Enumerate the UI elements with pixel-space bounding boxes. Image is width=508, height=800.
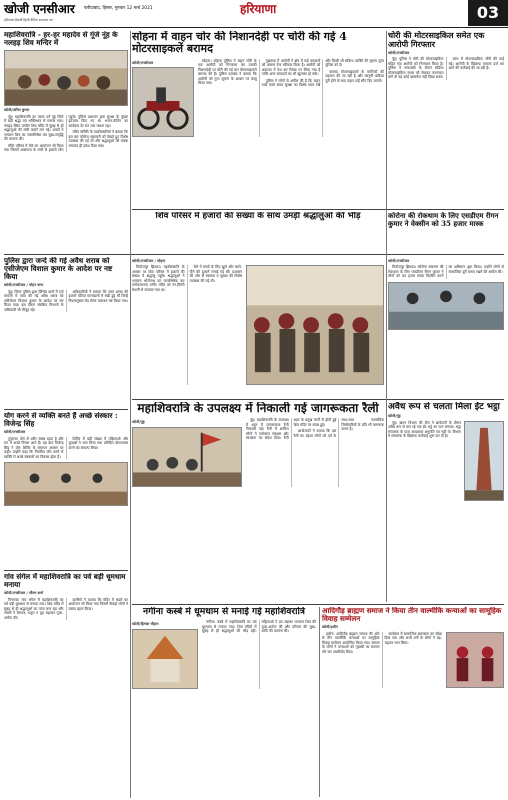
article-body	[132, 265, 242, 385]
article-body	[388, 57, 504, 79]
article-photo	[132, 629, 198, 689]
article-paragraph: मंदिर परिसर में मेले का आयोजन भी किया गया जिसमें आसपास के गांवों से हजारों लोग पहुंचे। पुलिस प्रशासन द्वारा सुरक्षा के पुख्ता इंतजाम किए गए थे। भजन-कीर्तन का कार्यक्रम देर रात तक चलता रहा।	[4, 114, 128, 152]
article-headline: चोरी की मोटरसाइकिल समेत एक आरोपी गिरफ्तार	[388, 31, 485, 49]
article-headline: महाशिवरात्रि के उपलक्ष्य में निकाली गई जागरूकता रैली	[137, 402, 379, 415]
article-paragraph: शिविर में बड़ी संख्या में महिलाओं और युवाओं ने भाग लिया तथा प्रतिदिन योगाभ्यास करने का संकल्प लिया।	[68, 436, 128, 450]
article-photo	[446, 632, 504, 688]
article-rally	[132, 402, 384, 602]
article-byline: खोजी/एनसीआर / मोहन बग्गा	[4, 283, 44, 288]
article-headline: अवैध रूप से चलता मिला ईंट भट्ठा	[388, 402, 500, 412]
article-paragraph: जांच में मोटरसाइकिल चोरी की पाई गई। आरोपी के खिलाफ मामला दर्ज कर आगे की कार्रवाई की जा रही है।	[448, 57, 504, 71]
article-illegal-kiln	[388, 402, 504, 602]
article-headline: गांव संगेल में महाशिवरात्रि का पर्व बड़ी धूमधाम मनाया	[4, 573, 126, 590]
article-corona-sdm-headline	[388, 212, 504, 252]
article-paragraph: पुन्हाना। योग से शरीर स्वस्थ रहता है और मन में अच्छे विचार आते हैं। यह बात विजेन्द्र सिंह ने योग शिविर के समापन अवसर पर कही। उन्होंने कहा कि नियमित योग करने से व्यक्ति में अच्छे संस्कारों का विकास होता है।	[4, 436, 64, 459]
officials-photo-icon	[389, 283, 503, 329]
article-paragraph: हथीन। आदिगौड़ ब्राह्मण समाज की ओर से तीन वाल्मीकि कन्याओं का सामूहिक विवाह सम्मेलन आयोजित किया गया। समाज के लोगों ने कन्याओं को गृहस्थी का सामान भेंट कर आशीर्वाद दिया।	[322, 631, 380, 654]
article-body	[388, 421, 461, 501]
article-byline: खोजी/हथीन	[322, 625, 338, 630]
article-paragraph: नूंह। महाशिवरात्रि का पावन पर्व नूंह जिले में बड़ी श्रद्धा एवं भक्तिभाव से मनाया गया। नलहड़ स्थित प्राचीन शिव मंदिर में सुबह से ही श्रद्धालुओं की लंबी कतारें लग गईं। भक्तों ने भगवान शिव का जलाभिषेक कर सुख-समृद्धि की कामना की।	[4, 114, 64, 142]
kiln-chimney-photo-icon	[465, 422, 503, 500]
wedding-photo-icon	[447, 633, 503, 687]
article-byline: खोजी/एनसीआर / सोहना	[132, 259, 166, 263]
yoga-photo-icon	[5, 463, 127, 505]
article-vehicle-thief	[132, 31, 384, 207]
article-body	[4, 437, 128, 459]
newspaper-logo: खोजी एनसीआर	[4, 2, 75, 16]
article-paragraph: नूंह। जिला पुलिस द्वारा विभिन्न थानों में दर्ज मामलों में जब्त की गई अवैध शराब को एसीजेएम विशाल कुमार के आदेश पर नष्ट किया गया। इस दौरान संबंधित विभागों के अधिकारी भी मौजूद रहे।	[4, 289, 64, 312]
article-corona-sdm	[388, 257, 504, 397]
article-paragraph: आयोजकों ने बताया कि इस रैली का उद्देश्य लोगों को पर्व के साथ-साथ सामाजिक जिम्मेदारियों के प्रति भी जागरूक करना है।	[293, 418, 384, 438]
article-body	[246, 418, 384, 486]
article-adi-gaur	[322, 607, 504, 797]
crowd-photo-icon	[247, 266, 383, 384]
article-crowd	[132, 212, 384, 252]
article-bike-thief-arrest	[388, 31, 504, 207]
article-headline: पुलिस द्वारा जन्दे की गई अवैध शराब को एसीजेएम विशाल कुमार के आदेश पर नष्ट किया	[4, 257, 113, 282]
article-paragraph: पिनगवां। गांव संगेल में महाशिवरात्रि का पर्व बड़ी धूमधाम से मनाया गया। शिव मंदिर में सुबह से ही श्रद्धालुओं का तांता लगा रहा और भक्तों ने बेलपत्र, धतूरा व दूध चढ़ाकर पूजा-अर्चना की।	[4, 597, 64, 620]
dateline: फरीदाबाद, हिसार, गुरुवार 12 मार्च 2021	[84, 6, 153, 11]
section-divider	[4, 254, 504, 255]
section-divider	[132, 209, 504, 210]
article-crowd-body	[132, 257, 384, 397]
article-headline: नगीना कस्बे में धूमधाम से मनाई गई महाशिवरात्रि	[142, 607, 305, 617]
section-divider	[132, 604, 504, 605]
article-paragraph: नूंह। खनन विभाग की टीम ने छापेमारी के दौरान अवैध रूप से चल रहे एक ईंट भट्ठे का पता लगाया। भट्ठा संचालक के पास आवश्यक अनुमति पत्र नहीं थे। विभाग ने संचालक के खिलाफ कार्रवाई शुरू कर दी है।	[388, 420, 461, 439]
article-photo	[132, 427, 242, 487]
article-byline: खोजी/एनसीआर	[388, 259, 410, 263]
article-body	[4, 598, 128, 620]
article-byline: खोजी/हिमांश चौहान	[132, 622, 159, 627]
article-police-action	[4, 257, 128, 407]
article-photo	[132, 67, 194, 137]
column-divider	[386, 31, 387, 602]
article-paragraph: ग्रामीणों ने बताया कि मंदिर में भंडारे का आयोजन भी किया गया जिसमें सैकड़ों लोगों ने प्रसाद ग्रहण किया।	[68, 597, 128, 611]
article-body	[4, 115, 128, 153]
page-number: 03	[468, 0, 508, 26]
article-byline: खोजी/एनसीआर	[132, 60, 154, 65]
article-byline: खोजी/नूंह	[388, 414, 401, 419]
section-divider	[4, 409, 128, 410]
article-photo	[246, 265, 384, 385]
article-headline: महाशिवरात्रि - हर-हर महादेव से गूंजे नूंह के नलहड़ शिव मन्दिर में	[4, 31, 118, 48]
section-title	[240, 2, 400, 24]
article-paragraph: नगीना। कस्बे में महाशिवरात्रि का पर्व धूमधाम से मनाया गया। शिव मंदिरों में सुबह से ही श्रद्धालुओं की भीड़ रही। महिलाओं ने व्रत रखकर भगवान शिव की पूजा-अर्चना की और परिवार की सुख-शांति की कामना की।	[202, 620, 316, 634]
article-byline: खोजी/अमित कुमार	[4, 108, 30, 113]
column-divider	[130, 31, 131, 798]
article-headline: सोहना में वाहन चोर की निशानदेही पर चोरी की गई 4 मोटरसाइकलें बरामद	[132, 31, 347, 56]
article-headline: आदिगौड़ ब्राह्मण समाज ने किया तीन वाल्मीकि कन्याओं का सामूहिक विवाह सम्मेलन	[322, 607, 502, 624]
article-paragraph: पूछताछ में आरोपी ने क्षेत्र में कई वारदातों को अंजाम देना स्वीकार किया है। आरोपी को अदालत में पेश कर रिमांड पर लिया गया है ताकि अन्य वारदातों का भी खुलासा हो सके।	[261, 58, 321, 77]
article-photo	[4, 50, 128, 106]
section-divider	[4, 570, 128, 571]
article-body	[198, 59, 384, 137]
masthead	[0, 0, 508, 28]
article-nagina	[132, 607, 316, 797]
article-village-celebration	[4, 573, 128, 798]
article-photo	[4, 462, 128, 506]
article-photo	[388, 282, 504, 330]
article-shiv-temples	[4, 31, 128, 251]
article-paragraph: नूंह। पुलिस ने चोरी की मोटरसाइकिल सहित एक आरोपी को गिरफ्तार किया है। पुलिस ने नाकाबंदी के दौरान संदिग्ध मोटरसाइकिल सवार को रोककर कागजात मांगे तो वह कोई दस्तावेज नहीं दिखा सका।	[388, 57, 444, 80]
article-paragraph: पुलिस ने लोगों से अपील की है कि वाहन पार्क करते समय सुरक्षा का विशेष ध्यान रखें और किसी भी संदिग्ध व्यक्ति की सूचना तुरंत पुलिस को दें।	[261, 58, 384, 88]
motorcycle-photo-icon	[133, 68, 193, 136]
section-divider	[132, 399, 504, 400]
article-paragraph: फिरोजपुर झिरका। महाशिवरात्रि के अवसर पर शिव परिसर में हजारों की संख्या में श्रद्धालु पहुंचे। श्रद्धालुओं ने भगवान भोलेनाथ का जलाभिषेक कर मनोकामनाएं मांगीं। मंदिर को रंग-बिरंगी रोशनी से सजाया गया था।	[132, 265, 185, 292]
article-paragraph: मंदिर समिति के पदाधिकारियों ने बताया कि इस बार कोरोना महामारी को देखते हुए विशेष व्यवस्था की गई थी और श्रद्धालुओं को मास्क लगाकर ही प्रवेश दिया गया।	[68, 130, 128, 148]
temple-photo-icon	[133, 630, 197, 688]
article-byline: खोजी/नूंह	[132, 420, 145, 425]
article-byline: खोजी/एनसीआर / सौरभ शर्मा	[4, 591, 44, 596]
article-body	[202, 620, 316, 688]
article-yoga	[4, 412, 128, 567]
article-body	[388, 265, 504, 278]
article-body	[322, 632, 442, 688]
column-divider	[319, 607, 320, 797]
article-byline: खोजी/एनसीआर	[4, 430, 26, 435]
article-byline: खोजी/एनसीआर	[388, 50, 410, 55]
article-headline: शिव परिसर में हजारों की संख्या के साथ उमड़ी श्रद्धालुओं की भीड़	[155, 212, 361, 221]
article-paragraph: फिरोजपुर झिरका। कोरोना संक्रमण की रोकथाम के लिए एसडीएम रीगन कुमार ने लोगों को 35 हजार मास्क वितरित करने का अभियान शुरू किया। उन्होंने लोगों से सामाजिक दूरी बनाए रखने की अपील की।	[388, 265, 504, 279]
newspaper-tagline: हरियाणा-दिल्ली हिन्दी दैनिक समाचार पत्र	[4, 18, 53, 22]
article-photo	[464, 421, 504, 501]
article-paragraph: नूंह। महाशिवरात्रि के उपलक्ष्य में शहर में जागरूकता रैली निकाली गई। रैली में शामिल लोगों ने पर्यावरण संरक्षण और स्वच्छता का संदेश दिया। रैली शहर के प्रमुख मार्गों से होती हुई शिव मंदिर पर संपन्न हुई।	[246, 418, 337, 441]
article-paragraph: मेले में बच्चों के लिए झूले और खाने-पीने की दुकानें लगाई गई थीं। प्रशासन की ओर से स्वास्थ्य व सुरक्षा की विशेष व्यवस्था की गई थी।	[189, 265, 242, 283]
article-paragraph: कार्यक्रम में सामाजिक समरसता का संदेश दिया गया और सभी वर्गों के लोगों ने बढ़-चढ़कर भाग लिया।	[384, 631, 442, 645]
section-name: हरियाणा	[240, 2, 277, 16]
article-paragraph: अधिकारियों ने बताया कि जब्त शराब की हजारों पेटियां मालखानों में रखी हुई थीं जिन्हें नियमानुसार रोड रोलर चलाकर नष्ट किया गया।	[68, 289, 128, 303]
article-paragraph: बरामद मोटरसाइकलों के मालिकों की पहचान की जा रही है और कानूनी प्रक्रिया पूरी होने के बाद वाहन उन्हें सौंप दिए जाएंगे।	[325, 69, 384, 83]
article-headline: कोरोना की रोकथाम के लिए एसडीएम रीगन कुमार ने वेक्सीन को 35 हजार मास्क	[388, 212, 499, 228]
crowd-photo-icon	[5, 51, 127, 105]
article-paragraph: सोहना। सोहना पुलिस ने वाहन चोरी के एक आरोपी को गिरफ्तार कर उसकी निशानदेही पर चोरी की गई चार मोटरसाइकलें बरामद की हैं। पुलिस प्रवक्ता ने बताया कि आरोपी को गुप्त सूचना के आधार पर काबू किया गया।	[198, 58, 257, 86]
article-headline: योग करने से व्यक्ति बनते हैं अच्छे संस्कार : विजेन्द्र सिंह	[4, 412, 118, 429]
newspaper-brand	[4, 2, 76, 24]
rally-photo-icon	[133, 428, 241, 486]
article-body	[4, 290, 128, 312]
